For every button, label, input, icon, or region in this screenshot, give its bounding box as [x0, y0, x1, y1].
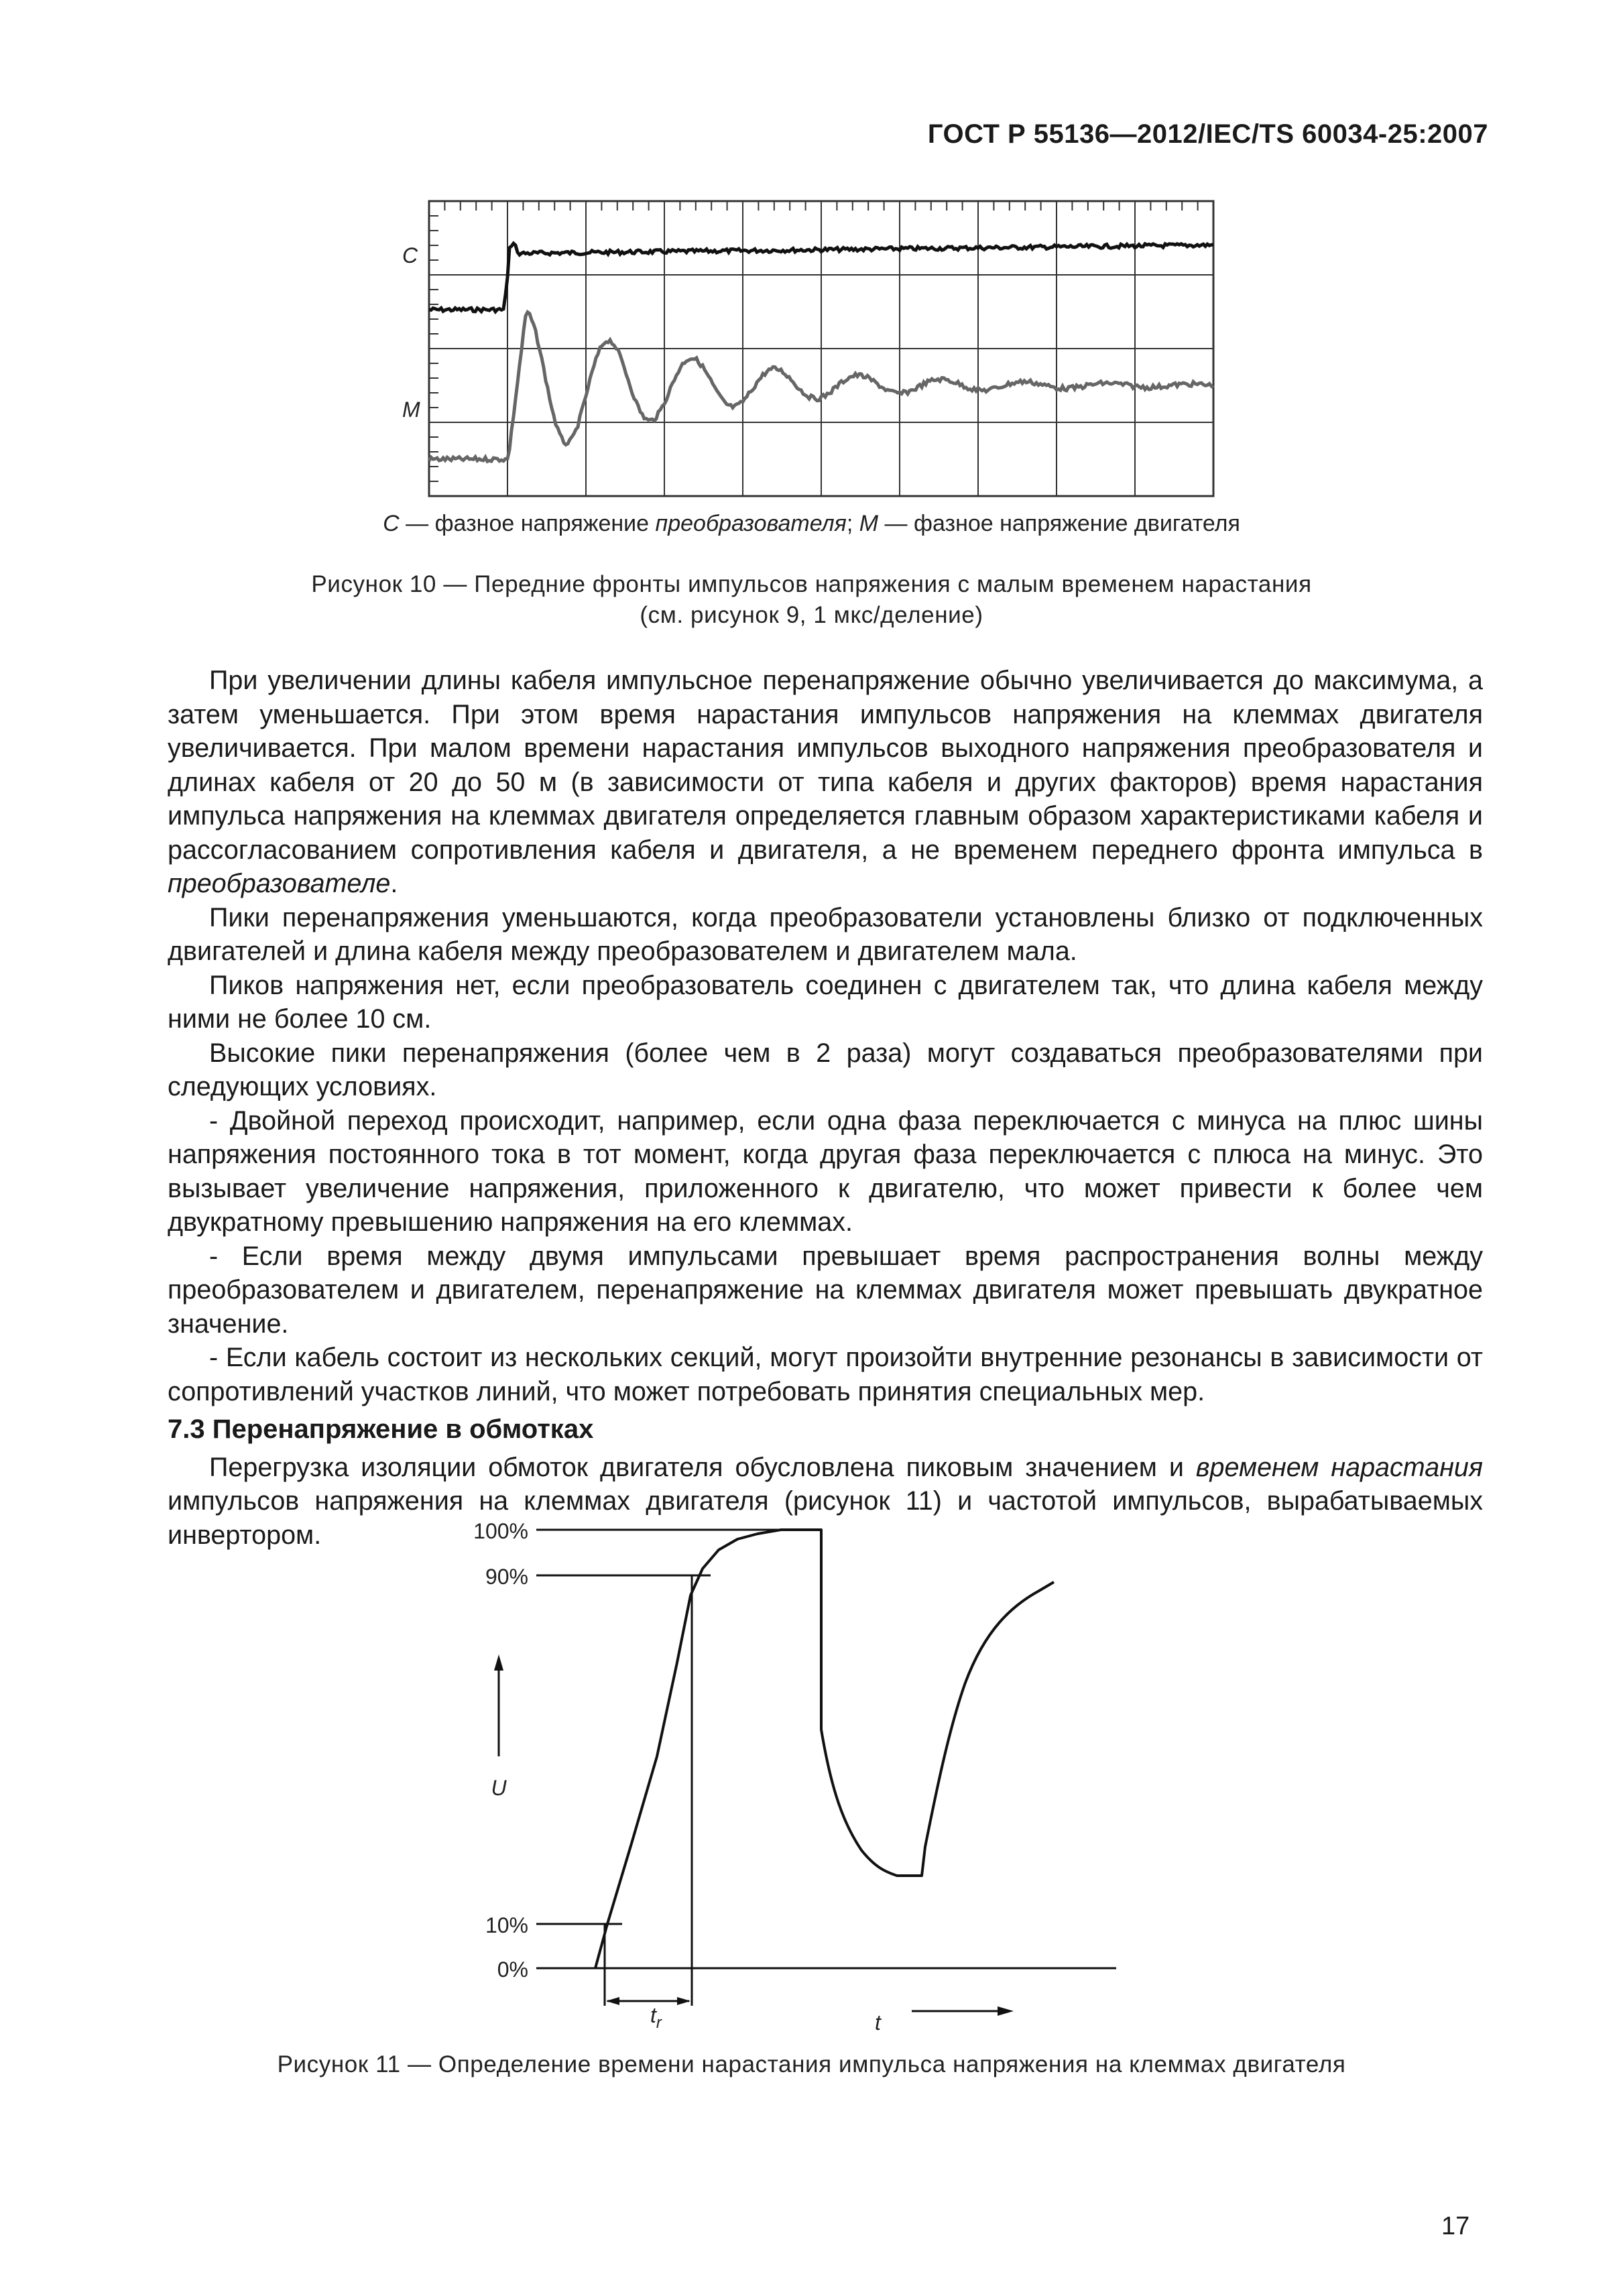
label-100-percent: 100% — [473, 1519, 528, 1543]
document-header: ГОСТ Р 55136—2012/IEC/TS 60034-25:2007 — [927, 119, 1488, 149]
figure-11-rise-time-diagram — [456, 1508, 1126, 2045]
body-text: При увеличении длины кабеля импульсное перенапряжение обычно увеличивается до максимума, а затем уменьшается. При этом время нарастания импульсов напряжения на клеммах двигателя увеличивается. При малом времени нарастания импульсов выходного напряжения преобразователя и длинах кабеля от 20 до 50 м (в зависимости от типа кабеля и других факторов) время нарастания импульса напряжения на клеммах двигателя определяется главным образом характеристиками кабеля и рассогласованием сопротивления кабеля и двигателя, а не временем переднего фронта импульса в преобразователе. Пики перенапряжения уменьшаются, когда преобразователи установлены близко от подключенных двигателей и длина кабеля между преобразователем и двигателем мала. Пиков напряжения нет, если преобразователь соединен с двигателем так, что длина кабеля между ними не более 10 см. Высокие пики перенапряжения (более чем в 2 раза) могут создаваться преобразователями при следующих условиях. - Двойной переход происходит, например, если одна фаза переключается с минуса на плюс шины напряжения постоянного тока в тот момент, когда другая фаза переключается с плюса на минус. Это вызывает увеличение напряжения, приложенного к двигателю, что может привести к более чем двукратному превышению напряжения на его клеммах. - Если время между двумя импульсами превышает время распространения волны между преобразователем и двигателем, перенапряжение на клеммах двигателя может превышать двукратное значение. - Если кабель состоит из нескольких секций, могут произойти внутренние резонансы в зависимости от сопротивлений участков линий, что может потребовать принятия специальных мер. 7.3 Перенапряжение в обмотках Перегрузка изоляции обмоток двигателя обусловлена пиковым значением и временем нарастания импульсов напряжения на клеммах двигателя (рисунок 11) и частотой импульсов, вырабатываемых инвертором. — [168, 664, 1483, 1552]
voltage-pulse-curve — [595, 1530, 1054, 1968]
paragraph-2: Пики перенапряжения уменьшаются, когда преобразователи установлены близко от подключенных двигателей и длина кабеля между преобразователем и двигателем мала. — [168, 902, 1483, 966]
label-m: M — [402, 398, 420, 422]
axis-t-arrowhead — [998, 2006, 1014, 2016]
paragraph-8: Перегрузка изоляции обмоток двигателя обусловлена пиковым значением и временем нарастания импульсов напряжения на клеммах двигателя (рисунок 11) и частотой импульсов, вырабатываемых инвертором. — [168, 1452, 1483, 1550]
paragraph-4: Высокие пики перенапряжения (более чем в 2 раза) могут создаваться преобразователями при следующих условиях. — [168, 1038, 1483, 1101]
tr-arrowhead-right — [677, 1997, 690, 2005]
label-10-percent: 10% — [485, 1913, 528, 1937]
label-c: C — [402, 243, 418, 267]
rise-time-label: $t_r$ — [650, 2003, 662, 2032]
axis-t-label: t — [875, 2010, 881, 2035]
figure-11-caption: Рисунок 11 — Определение времени нарастания импульса напряжения на клеммах двигателя — [277, 2051, 1346, 2077]
paragraph-6: - Если время между двумя импульсами превышает время распространения волны между преобразователем и двигателем, перенапряжение на клеммах двигателя может превышать двукратное значение. — [168, 1241, 1483, 1339]
paragraph-7: - Если кабель состоит из нескольких секций, могут произойти внутренние резонансы в зависимости от сопротивлений участков линий, что может потребовать принятия специальных мер. — [168, 1343, 1483, 1406]
figure-10-legend: C — фазное напряжение преобразователя; M — фазное напряжение двигателя — [383, 511, 1240, 536]
figure-10-caption: Рисунок 10 — Передние фронты импульсов напряжения с малым временем нарастания (см. рисунок 9, 1 мкс/деление) — [311, 571, 1312, 628]
label-0-percent: 0% — [497, 1957, 528, 1982]
figure-10-oscillogram — [402, 194, 1234, 503]
axis-u-arrowhead — [494, 1654, 503, 1671]
paragraph-5: - Двойной переход происходит, например, если одна фаза переключается с минуса на плюс шины напряжения постоянного тока в тот момент, когда другая фаза переключается с плюса на минус. Это вызывает увеличение напряжения, приложенного к двигателю, что может привести к более чем двукратному превышению напряжения на его клеммах. — [168, 1105, 1483, 1237]
page-number: 17 — [1441, 2212, 1470, 2240]
paragraph-3: Пиков напряжения нет, если преобразователь соединен с двигателем так, что длина кабеля между ними не более 10 см. — [168, 970, 1483, 1034]
axis-u-label: U — [491, 1776, 507, 1800]
label-90-percent: 90% — [485, 1565, 528, 1589]
tr-arrowhead-left — [606, 1997, 619, 2005]
paragraph-1: При увеличении длины кабеля импульсное перенапряжение обычно увеличивается до максимума, а затем уменьшается. При этом время нарастания импульсов напряжения на клеммах двигателя увеличивается. При малом времени нарастания импульсов выходного напряжения преобразователя и длинах кабеля от 20 до 50 м (в зависимости от типа кабеля и других факторов) время нарастания импульса напряжения на клеммах двигателя определяется главным образом характеристиками кабеля и рассогласованием сопротивления кабеля и двигателя, а не временем переднего фронта импульса в преобразователе. — [168, 666, 1483, 898]
